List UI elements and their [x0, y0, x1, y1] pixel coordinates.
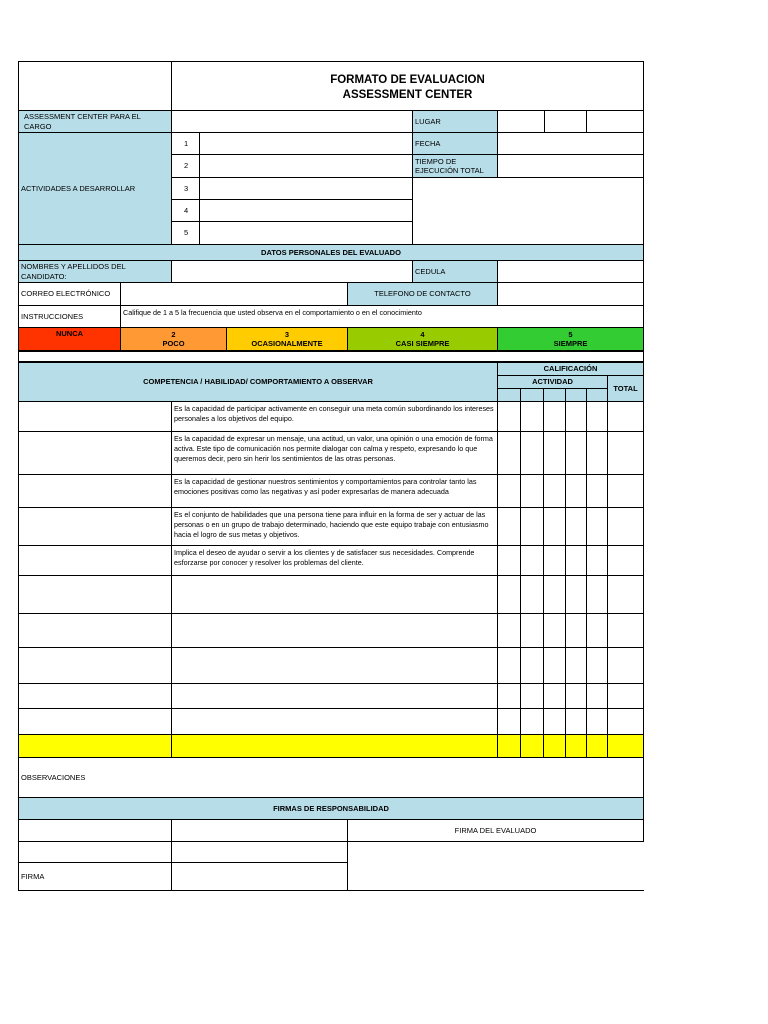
firma-label: FIRMA	[18, 862, 172, 891]
competencia-description	[171, 734, 498, 758]
actividad-score-cell[interactable]	[565, 507, 587, 546]
actividad-header: ACTIVIDAD	[497, 375, 608, 389]
cedula-label: CEDULA	[412, 260, 498, 283]
actividad-score-cell[interactable]	[543, 545, 566, 576]
cargo-label: ASSESSMENT CENTER PARA EL CARGO	[18, 110, 172, 133]
cedula-input[interactable]	[497, 260, 644, 283]
scale-label-nunca: NUNCA	[55, 329, 84, 338]
nombres-label: NOMBRES Y APELLIDOS DEL CANDIDATO:	[18, 260, 172, 283]
actividad-score-cell[interactable]	[520, 474, 544, 508]
actividad-score-cell[interactable]	[565, 734, 587, 758]
competencia-name-cell[interactable]	[18, 647, 172, 684]
actividad-score-cell[interactable]	[565, 474, 587, 508]
actividad-score-cell[interactable]	[520, 431, 544, 475]
firma-cell-2[interactable]	[171, 819, 348, 842]
fecha-label: FECHA	[412, 132, 498, 155]
competencia-description: Es el conjunto de habilidades que una persona tiene para influir en la forma de ser y actuar de las personas o en un grupo de trabajo determinado, haciendo que este equipo trabaje con entusiasmo hacia el logro de sus metas y objetivos.	[171, 507, 498, 546]
actividad-score-cell[interactable]	[586, 683, 608, 709]
actividad-score-cell[interactable]	[543, 474, 566, 508]
actividad-number-3: 3	[171, 177, 200, 200]
competencia-description	[171, 575, 498, 614]
lugar-input-3[interactable]	[586, 110, 644, 133]
actividad-score-cell[interactable]	[586, 507, 608, 546]
total-score-cell[interactable]	[607, 647, 644, 684]
scale-number-3: 3	[284, 330, 290, 339]
actividad-score-cell[interactable]	[543, 708, 566, 735]
actividad-score-cell[interactable]	[520, 401, 544, 432]
actividad-score-cell[interactable]	[520, 708, 544, 735]
competencia-description	[171, 647, 498, 684]
cargo-input[interactable]	[171, 110, 413, 133]
actividad-score-cell[interactable]	[543, 431, 566, 475]
firma-cell-5[interactable]	[171, 862, 348, 891]
actividad-score-cell[interactable]	[565, 431, 587, 475]
nombres-input[interactable]	[171, 260, 413, 283]
total-header: TOTAL	[607, 375, 644, 402]
competencia-description	[171, 708, 498, 735]
actividad-score-cell[interactable]	[520, 647, 544, 684]
actividad-score-cell[interactable]	[586, 613, 608, 648]
actividades-label: ACTIVIDADES A DESARROLLAR	[18, 132, 172, 245]
lugar-label: LUGAR	[412, 110, 498, 133]
competencia-name-cell[interactable]	[18, 734, 172, 758]
scale-siempre	[497, 327, 644, 351]
firma-cell-4[interactable]	[171, 841, 348, 863]
tiempo-input[interactable]	[497, 154, 644, 178]
scale-casi-siempre	[347, 327, 498, 351]
firma-evaluado-line	[347, 890, 644, 891]
actividad-score-cell[interactable]	[543, 647, 566, 684]
competencia-description	[171, 683, 498, 709]
scale-label-siempre: SIEMPRE	[553, 339, 588, 348]
personal-section-title: DATOS PERSONALES DEL EVALUADO	[18, 244, 644, 261]
actividad-score-cell[interactable]	[586, 575, 608, 614]
competencia-name-cell[interactable]	[18, 575, 172, 614]
title-line-1: FORMATO DE EVALUACION	[330, 74, 485, 87]
competencia-description: Es la capacidad de expresar un mensaje, una actitud, un valor, una opinión o una emoción de forma activa. Este tipo de comunicación nos permite dialogar con calma y respeto, expresando lo que queremos decir, pero sin herir los sentimientos de las otras personas.	[171, 431, 498, 475]
actividad-score-cell[interactable]	[565, 401, 587, 432]
competencia-description: Implica el deseo de ayudar o servir a los clientes y de satisfacer sus necesidades. Comprende esforzarse por conocer y resolver los problemas del cliente.	[171, 545, 498, 576]
actividad-sub-5	[586, 388, 608, 402]
actividad-number-5: 5	[171, 221, 200, 245]
actividad-score-cell[interactable]	[520, 683, 544, 709]
competencia-description	[171, 613, 498, 648]
total-score-cell[interactable]	[607, 613, 644, 648]
actividad-score-cell[interactable]	[586, 708, 608, 735]
tiempo-label: TIEMPO DE EJECUCIÓN TOTAL	[412, 154, 498, 178]
actividad-score-cell[interactable]	[497, 708, 521, 735]
actividad-score-cell[interactable]	[520, 734, 544, 758]
firmas-title: FIRMAS DE RESPONSABILIDAD	[18, 797, 644, 820]
scale-label-casi-siempre: CASI SIEMPRE	[395, 339, 450, 348]
actividad-score-cell[interactable]	[543, 401, 566, 432]
competencia-name-cell[interactable]	[18, 683, 172, 709]
actividad-score-cell[interactable]	[497, 575, 521, 614]
actividad-input-3[interactable]	[199, 177, 413, 200]
total-score-cell[interactable]	[607, 507, 644, 546]
competencia-name-cell[interactable]	[18, 431, 172, 475]
competencia-name-cell[interactable]	[18, 474, 172, 508]
actividad-score-cell[interactable]	[497, 613, 521, 648]
actividad-input-4[interactable]	[199, 199, 413, 222]
total-score-cell[interactable]	[607, 431, 644, 475]
actividad-score-cell[interactable]	[497, 734, 521, 758]
actividad-score-cell[interactable]	[565, 647, 587, 684]
observaciones-field[interactable]	[18, 757, 644, 798]
actividad-sub-3	[543, 388, 566, 402]
actividad-score-cell[interactable]	[520, 545, 544, 576]
actividad-score-cell[interactable]	[497, 401, 521, 432]
actividad-number-1: 1	[171, 132, 200, 155]
total-score-cell[interactable]	[607, 734, 644, 758]
scale-nunca	[18, 327, 121, 351]
actividad-score-cell[interactable]	[565, 683, 587, 709]
actividad-score-cell[interactable]	[586, 545, 608, 576]
scale-ocasionalmente	[226, 327, 348, 351]
actividad-sub-2	[520, 388, 544, 402]
total-score-cell[interactable]	[607, 474, 644, 508]
correo-label: CORREO ELECTRÓNICO	[18, 282, 121, 306]
total-score-cell[interactable]	[607, 545, 644, 576]
total-score-cell[interactable]	[607, 575, 644, 614]
actividad-sub-1	[497, 388, 521, 402]
actividad-score-cell[interactable]	[520, 507, 544, 546]
actividad-score-cell[interactable]	[543, 613, 566, 648]
actividad-score-cell[interactable]	[543, 683, 566, 709]
actividad-score-cell[interactable]	[543, 575, 566, 614]
firma-cell-3[interactable]	[18, 841, 172, 863]
actividad-score-cell[interactable]	[586, 647, 608, 684]
competencia-description: Es la capacidad de participar activamente en conseguir una meta común subordinando los intereses personales a los objetivos del equipo.	[171, 401, 498, 432]
actividad-score-cell[interactable]	[520, 575, 544, 614]
firma-evaluado-label: FIRMA DEL EVALUADO	[347, 819, 644, 842]
actividad-score-cell[interactable]	[565, 545, 587, 576]
actividad-score-cell[interactable]	[543, 734, 566, 758]
actividad-score-cell[interactable]	[565, 575, 587, 614]
scale-number-2: 2	[171, 330, 176, 339]
actividad-score-cell[interactable]	[543, 507, 566, 546]
total-score-cell[interactable]	[607, 683, 644, 709]
actividad-sub-4	[565, 388, 587, 402]
actividad-number-4: 4	[171, 199, 200, 222]
total-score-cell[interactable]	[607, 401, 644, 432]
competencia-name-cell[interactable]	[18, 545, 172, 576]
actividad-score-cell[interactable]	[586, 431, 608, 475]
scale-number-5: 5	[568, 330, 573, 339]
calificacion-header: CALIFICACIÓN	[497, 362, 644, 376]
actividad-score-cell[interactable]	[586, 474, 608, 508]
actividad-score-cell[interactable]	[586, 734, 608, 758]
telefono-label: TELEFONO DE CONTACTO	[347, 282, 498, 306]
scale-poco	[120, 327, 227, 351]
competencia-name-cell[interactable]	[18, 613, 172, 648]
actividad-number-2: 2	[171, 154, 200, 178]
total-score-cell[interactable]	[607, 708, 644, 735]
form-title	[171, 61, 644, 111]
telefono-input[interactable]	[497, 282, 644, 306]
competencia-name-cell[interactable]	[18, 507, 172, 546]
actividad-input-5[interactable]	[199, 221, 413, 245]
competencia-name-cell[interactable]	[18, 708, 172, 735]
correo-input[interactable]	[120, 282, 348, 306]
lugar-input-1[interactable]	[497, 110, 545, 133]
scale-label-poco: POCO	[162, 339, 185, 348]
scale-number-4: 4	[420, 330, 425, 339]
logo-cell	[18, 61, 172, 111]
actividad-score-cell[interactable]	[586, 401, 608, 432]
firma-cell-1[interactable]	[18, 819, 172, 842]
actividad-score-cell[interactable]	[497, 683, 521, 709]
competencia-header: COMPETENCIA / HABILIDAD/ COMPORTAMIENTO A OBSERVAR	[18, 362, 498, 402]
actividad-score-cell[interactable]	[520, 613, 544, 648]
lugar-input-2[interactable]	[544, 110, 587, 133]
actividad-input-2[interactable]	[199, 154, 413, 178]
actividad-score-cell[interactable]	[565, 613, 587, 648]
competencia-description: Es la capacidad de gestionar nuestros sentimientos y comportamientos para controlar tanto las emociones positivas como las negativas y así poder expresarlas de manera adecuada	[171, 474, 498, 508]
observaciones-label: OBSERVACIONES	[21, 772, 86, 782]
actividad-score-cell[interactable]	[497, 474, 521, 508]
actividad-score-cell[interactable]	[497, 507, 521, 546]
instrucciones-label: INSTRUCCIONES	[18, 305, 121, 328]
actividad-score-cell[interactable]	[497, 545, 521, 576]
blank-area	[412, 177, 644, 245]
title-line-2: ASSESSMENT CENTER	[342, 89, 473, 101]
competencia-name-cell[interactable]	[18, 401, 172, 432]
actividad-score-cell[interactable]	[497, 431, 521, 475]
actividad-score-cell[interactable]	[565, 708, 587, 735]
actividad-input-1[interactable]	[199, 132, 413, 155]
instrucciones-text: Califique de 1 a 5 la frecuencia que usted observa en el comportamiento o en el conocimiento	[120, 305, 644, 328]
actividad-score-cell[interactable]	[497, 647, 521, 684]
fecha-input[interactable]	[497, 132, 644, 155]
scale-label-ocasionalmente: OCASIONALMENTE	[251, 339, 323, 348]
